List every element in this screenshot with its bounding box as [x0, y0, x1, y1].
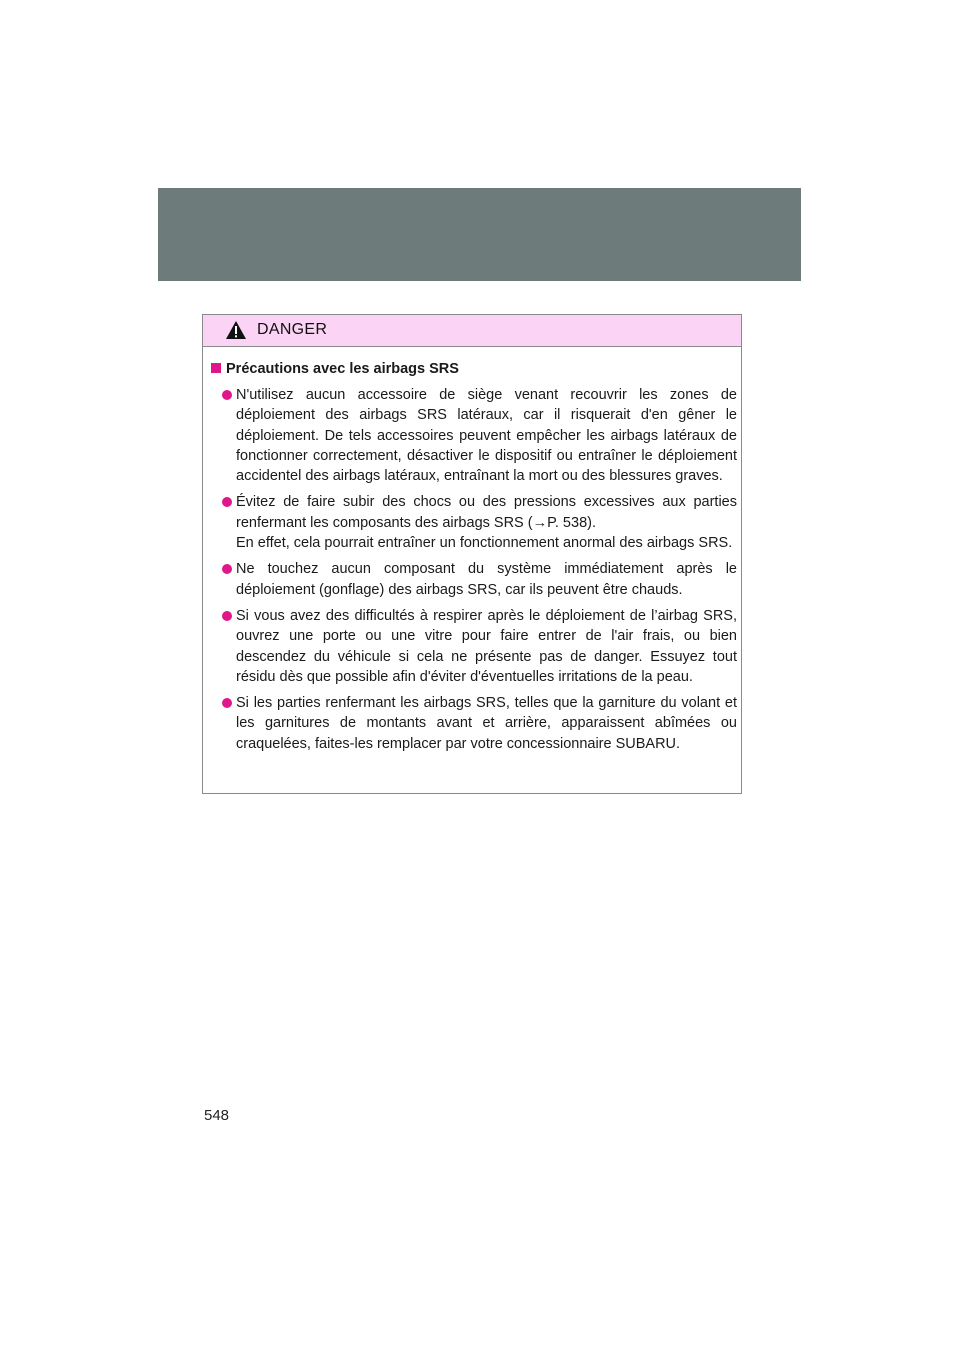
danger-item-text: Si vous avez des difficultés à respirer après le déploiement de l’airbag SRS, ouvrez une porte ou une vitre pour faire entrer de l'air frais, ou bien descendez du véhicule si cela ne présente pas de danger. Essuyez tout résidu dès que possible afin d'éviter d'éventuelles irritations de la peau.: [236, 607, 737, 685]
round-bullet-icon: [222, 390, 232, 400]
square-bullet-icon: [211, 363, 221, 373]
round-bullet-icon: [222, 564, 232, 574]
danger-label: DANGER: [257, 321, 328, 338]
danger-header: [203, 315, 741, 347]
danger-item-text: En effet, cela pourrait entraîner un fonctionnement anormal des airbags SRS.: [236, 535, 733, 552]
page-number: 548: [204, 1107, 230, 1124]
header-band: [158, 188, 801, 281]
danger-item-text: N'utilisez aucun accessoire de siège venant recouvrir les zones de déploiement des airbags SRS latéraux, car il risquerait d'en gêner le déploiement. De tels accessoires peuvent empêcher les airbags latéraux de fonctionner correctement, désactiver le dispositif ou entraîner le déploiement accidentel des airbags latéraux, entraînant la mort ou des blessures graves.: [236, 387, 737, 485]
round-bullet-icon: [222, 698, 232, 708]
round-bullet-icon: [222, 611, 232, 621]
danger-item-text: Évitez de faire subir des chocs ou des pressions excessives aux parties renfermant les composants des airbags SRS (→P. 538).: [236, 494, 737, 531]
section-title: [211, 361, 459, 377]
section-title-text: Précautions avec les airbags SRS: [226, 361, 459, 377]
danger-list-item: [203, 559, 743, 600]
danger-box: [202, 314, 742, 794]
danger-list-item: [203, 492, 743, 553]
danger-item-text: Ne touchez aucun composant du système immédiatement après le déploiement (gonflage) des airbags SRS, car ils peuvent être chauds.: [236, 561, 737, 598]
warning-triangle-icon: [225, 320, 247, 340]
danger-list-item: [203, 693, 743, 754]
danger-list-item: [203, 385, 743, 486]
round-bullet-icon: [222, 497, 232, 507]
danger-items: [203, 385, 743, 760]
danger-list-item: [203, 606, 743, 687]
danger-item-text: Si les parties renfermant les airbags SRS, telles que la garniture du volant et les garnitures de montants avant et arrière, apparaissent abîmées ou craquelées, faites-les remplacer par votre concessionnaire SUBARU.: [236, 695, 737, 752]
